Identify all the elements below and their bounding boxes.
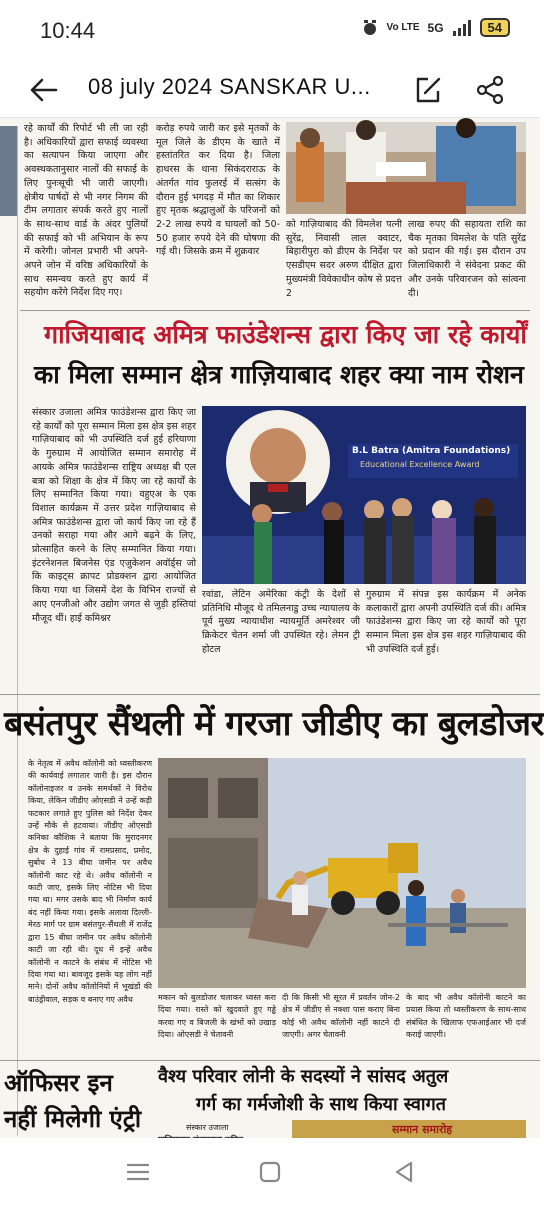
- signal-icon: [452, 20, 472, 36]
- page-title: 08 july 2024 SANSKAR U...: [88, 74, 371, 99]
- award-banner-sub: Educational Excellence Award: [360, 460, 480, 469]
- headline-vaishya-line2: गर्ग का गर्मजोशी के साथ किया स्वागत: [196, 1094, 446, 1115]
- headline-amitra-line1: गाजियाबाद अमित्र फाउंडेशन्स द्वारा किए जा रहे कार्यों: [44, 320, 527, 349]
- article-amitra-body: संस्कार उजाला अमित्र फाउंडेशन्स द्वारा किए जा रहे कार्यों को पूरा सम्मान मिला इस क्षेत्र इस शहर गाज़ियाबाद को भी उपस्थिति दर्ज हुई हरियाणा के गुरुग्राम में आयोजित सम्मान समारोह में आयके अमित्र फाउंडेशन्स राष्ट्रिय अध्यक्ष बी एल बत्रा को शिक्षा के क्षेत्र में किए जा रहे कार्यों के लिए सम्मानित किया गया। वहुएअ के एक विशाल कार्यक्रम में उत्तर प्रदेश गाज़ियाबाद से अमित्र फाउंडेशन्स द्वारा जो कार्य किए जा रहे हैं उनको सराहा गया और आगे बढ़ने के लिए, प्रोत्साहित करने के लिए सम्मानित किया गया। इंटरनेशनल बिजनेस एंड एजुकेशन अवॉर्ड्स जो कि काइट्स क्रापट प्रोडक्शन द्वारा आयोजित किया गया था जिसमें देश के विभिन राज्यों से आए एनजीओ और उद्योग जगत से जुड़ी हस्तियां मौजूद थीं। हाई कमिश्नर: [32, 407, 196, 624]
- newspaper-page[interactable]: [0, 118, 544, 1138]
- navigation-bar: [0, 1138, 540, 1206]
- app-bar: [0, 62, 540, 118]
- article-top-mid: करोड़ रुपये जारी कर इसे मृतकों के मूल जिले के डीएम के खाते में हस्तांतरित कर दिया है। जिला हाथरस के थाना सिकंदराराऊ के अंतर्गत गांव फुलरई में सत्संग के दौरान हुई भगदड़ में मौत का शिकार हुए मृतक श्रद्धालुओं के परिजनों को 2-2 लाख रुपये व घायलों को 50-50 हजार रुपये देने की घोषणा की गई थी। जिसके क्रम में शुक्रवार: [156, 123, 280, 258]
- award-ceremony-photo: [202, 406, 526, 584]
- alarm-icon: [361, 19, 379, 37]
- network-type: Vo LTE: [386, 22, 420, 33]
- divider: [0, 1060, 540, 1061]
- top-photo-cheque: [286, 122, 526, 214]
- signal-type: 5G: [427, 20, 444, 35]
- headline-officer-a: ऑफिसर इन: [4, 1069, 113, 1097]
- article-bulldozer-body: के नेतृत्व में अवैध कॉलोनी को ध्वस्तीकरण की कार्यवाई लगातार जारी है। इस दौरान कॉलोनाइजर व उनके समर्थकों ने विरोध किया, लेकिन जीडीए ओएसडी ने उन्हें कड़ी फटकार लगाते हुए पुलिस को निर्देश देकर उन्हें मौके से हटवाया। जीडीए ओएसडी कनिका कौशिक ने बताया कि मुरादनगर क्षेत्र के दुहाई गांव में रामप्रसाद, प्रमोद, सुबोध ने 13 बीघा जमीन पर अवैध कॉलोनी काट रहे थे। अवैध कॉलोनी न काटी जाए, इसके लिए नोटिस भी दिया गया था। मगर उसके बाद भी निर्माण कार्य बंद नहीं किया गया। इसके अलावा दिल्ली-मेरठ मार्ग पर ग्राम बसंतपुर-सैंथली में राजेंद्र द्वारा 15 बीघा जमीन पर अवैध कॉलोनी काटी जा रही थी। दूध में इन्हें अवैध कॉलोनी न काटने के संबंध में नोटिस भी दिया गया था। बावजूद इसके यह लोग नहीं माने। दोनों अवैध कॉलोनियों में भूखंडों की बाउंड्रीवाल, सड़क व बनाए गए अवैध: [28, 759, 152, 1004]
- back-arrow-icon[interactable]: [26, 72, 62, 108]
- article-top-right-a: को गाज़ियाबाद की विमलेश पत्नी सुरेंद्र, निवासी लाल क्वाटर, बिहारीपुरा को डीएम के निर्देश पर एसडीएम सदर अरुण दीक्षित द्वारा मुख्यमंत्री विवेकाधीन कोष से प्रदत्त 2: [286, 219, 402, 299]
- divider: [0, 694, 540, 695]
- back-nav-icon[interactable]: [388, 1156, 420, 1188]
- vaishya-banner-photo: [292, 1120, 526, 1138]
- headline-bulldozer: बसंतपुर सैंथली में गरजा जीडीए का बुलडोजर: [4, 704, 544, 744]
- award-banner-name: B.L Batra (Amitra Foundations): [352, 446, 511, 456]
- left-edge-fragment: [0, 758, 22, 1058]
- recent-apps-icon[interactable]: [122, 1156, 154, 1188]
- share-icon[interactable]: [472, 72, 508, 108]
- article-top-left: रहे कार्यों की रिपोर्ट भी ली जा रही है। अधिकारियों द्वारा सफाई व्यवस्था का सत्यापन किया जाएगा और अवस्थकतानुसार नालों की सफाई के लिए पुनःसूची भी जारी जाएगी। क्षेत्रीय पार्षदों से भी नगर निगम की टीम लगातार संपर्क करते हुए नालों के साथ-साथ वार्ड के अंदर पुलियों की सफाई को भी अभियान के रूप में करेगी। जोनल प्रभारी भी अपने-अपने जोन में वरिष्ठ अधिकारियों के साथ समन्वय करते हुए कार्य में सहयोग करेंगे निर्देश दिए गए।: [24, 123, 148, 299]
- status-time: 10:44: [40, 18, 96, 43]
- article-amitra-col3: गुरुग्राम में संपन्न इस कार्यक्रम में अनेक कलाकारों द्वारा अपनी उपस्थिति दर्ज की। अमित्र फाउंडेशन्स द्वारा किए जा रहे कार्यों को पूरा सम्मान मिला इस क्षेत्र इस शहर गाज़ियाबाद की भी उपस्थिति दर्ज हुई।: [366, 589, 526, 655]
- article-bulldozer-col4: के बाद भी अवैध कॉलोनी काटने का प्रयास किया तो ध्वस्तीकरण के साथ-साथ संबंधित के खिलाफ एफआईआर भी दर्ज कराई जाएगी।: [406, 993, 526, 1040]
- edit-icon[interactable]: [410, 72, 446, 108]
- home-icon[interactable]: [254, 1156, 286, 1188]
- article-vaishya-dateline-a: संस्कार उजाला: [186, 1123, 229, 1132]
- vaishya-banner-text: सम्मान समारोह: [392, 1123, 453, 1136]
- divider: [20, 310, 530, 311]
- article-amitra-col2: रवांडा, लेटिन अमेरिका कंट्री के देशों से प्रतिनिधि मौजूद थे तमिलनाडु उच्च न्यायालय के पूर्व मुख्य न्यायाधीश न्यायमूर्ति अमरेश्वर जी क्रिकेटर चेतन शर्मा जी उपस्थित रहे। लेमन ट्री होटल: [202, 589, 360, 655]
- headline-officer-b: नहीं मिलेगी एंट्री: [4, 1105, 142, 1133]
- article-bulldozer-col3: दी कि किसी भी सूरत में प्रवर्तन जोन-2 क्षेत्र में जीडीए से नक्शा पास कराए बिना कोई भी अवैध कॉलोनी नहीं काटने दी जाएगी। अगर चेतावनी: [282, 993, 400, 1040]
- headline-amitra-line2: का मिला सम्मान क्षेत्र गाज़ियाबाद शहर क्या नाम रोशन: [34, 360, 524, 389]
- bulldozer-photo: [158, 758, 526, 988]
- battery-icon: 54: [480, 18, 510, 37]
- article-bulldozer-col2: मकान को बुलडोजर चलाकर ध्वस्त करा दिया गया। रास्ते को खुदवाते हुए गड्ढे करवा गए व बिजली के खंभों को उखाड़ दिया। ओएसडी ने चेतावनी: [158, 993, 276, 1040]
- headline-vaishya-line1: वैश्य परिवार लोनी के सदस्यों ने सांसद अतुल: [158, 1066, 449, 1087]
- status-icons: [361, 18, 510, 37]
- status-bar: [0, 0, 540, 62]
- article-top-right-b: लाख रुपए की सहायता राशि का चैक मृतका विमलेश के पति सुरेंद्र को प्रदान की गई। इस दौरान उप जिलाधिकारी ने संवेदना प्रकट की और उनके परिवारजन को सांत्वना दी।: [408, 219, 526, 299]
